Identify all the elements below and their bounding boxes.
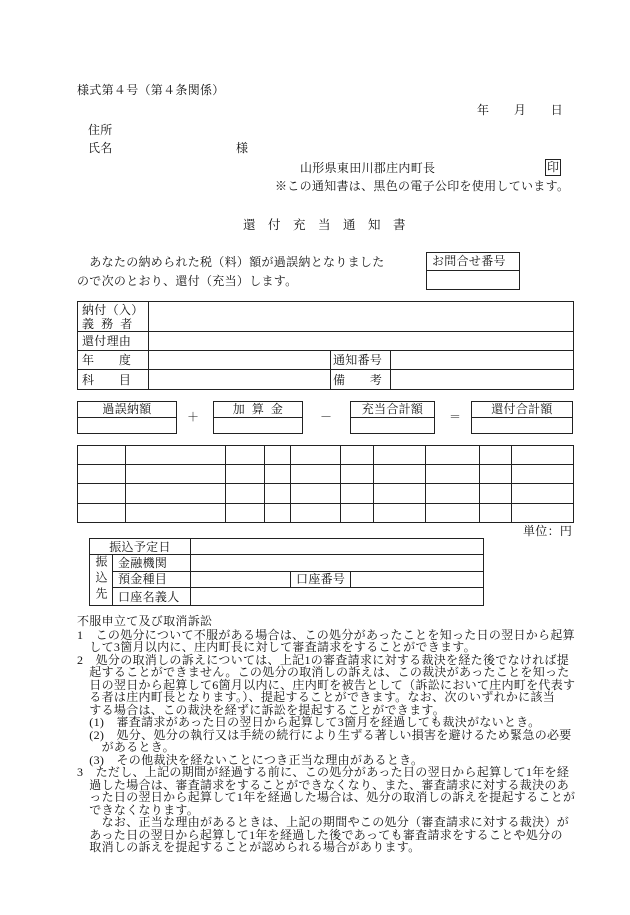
minus-sign: － — [320, 410, 333, 424]
document-title: 還 付 充 当 通 知 書 — [243, 218, 406, 232]
appeal-line: 日の翌日から起算して6箇月以内に、庄内町を被告として（訴訟において庄内町を代表す — [77, 677, 576, 692]
amount-grid-cell — [480, 465, 512, 484]
account-holder-label: 口座名義人 — [113, 588, 191, 606]
account-holder-value — [191, 588, 484, 606]
transfer-table — [89, 538, 484, 606]
honorific: 様 — [236, 141, 249, 155]
intro-line: あなたの納められた税（料）額が過誤納となりました — [77, 255, 385, 269]
amount-grid-cell — [226, 504, 265, 523]
overpaid-amount-box — [77, 401, 177, 434]
amount-grid-cell — [426, 504, 480, 523]
obligor-row — [78, 302, 574, 332]
appeal-line: できなくなります。 — [77, 802, 200, 817]
applied-total-box — [350, 401, 435, 434]
appeal-line: あった日の翌日から起算して1年を経過した後であっても審査請求をすることや処分の — [77, 827, 563, 842]
item-value — [149, 370, 331, 390]
scheduled-date-label: 振込予定日 — [90, 539, 191, 555]
amount-grid-cell — [126, 484, 226, 504]
account-number-label: 口座番号 — [291, 571, 351, 588]
amount-grid-cell — [512, 504, 574, 523]
amount-grid-cell — [480, 504, 512, 523]
fiscal-year-row — [78, 351, 574, 370]
amount-grid-cell — [126, 446, 226, 465]
additional-amount-box — [213, 401, 303, 434]
amount-grid-cell — [291, 484, 341, 504]
amount-grid-cell — [341, 446, 374, 465]
details-table — [77, 301, 574, 390]
amount-grid-cell — [426, 465, 480, 484]
remarks-value — [391, 370, 574, 390]
amount-grid-cell — [341, 504, 374, 523]
appeal-line: して3箇月以内に、庄内町長に対して審査請求をすることができます。 — [77, 640, 476, 655]
account-number-value — [351, 571, 484, 588]
appeal-body — [77, 629, 575, 853]
amount-grid-cell — [480, 484, 512, 504]
seal-stamp: 印 — [546, 160, 559, 174]
refund-total-label: 還付合計額 — [472, 402, 572, 418]
amount-grid-cell — [126, 504, 226, 523]
refund-total-box — [471, 401, 573, 434]
amount-grid-cell — [126, 465, 226, 484]
inquiry-number-box — [426, 252, 520, 290]
amount-grid-cell — [374, 465, 426, 484]
date-line: 年 月 日 — [477, 103, 564, 117]
destination-label: 振込先 — [94, 555, 108, 603]
appeal-line: る者は庄内町長となります。）、提起することができます。なお、次のいずれかに該当 — [77, 690, 556, 705]
intro-line: ので次のとおり、還付（充当）します。 — [77, 274, 298, 288]
appeal-line: った日の翌日から起算して1年を経過した場合は、処分の取消しの訴えを提起することが — [77, 790, 576, 805]
obligor-value — [149, 302, 574, 332]
obligor-label — [78, 302, 149, 332]
amount-grid-cell — [291, 446, 341, 465]
form-number: 様式第４号（第４条関係） — [77, 83, 225, 97]
refund-reason-label: 還付理由 — [78, 332, 149, 351]
amount-grid-cell — [291, 465, 341, 484]
appeal-line: する場合は、この裁決を経ずに訴訟を提起することができます。 — [77, 702, 446, 717]
amount-grid-cell — [512, 484, 574, 504]
refund-total-value — [472, 418, 572, 433]
amount-grid-cell — [426, 446, 480, 465]
amount-grid-cell — [341, 465, 374, 484]
appeal-line: 取消しの訴えを提起することが認められる場合があります。 — [77, 839, 421, 854]
amount-grid-row — [78, 504, 574, 523]
appeal-line: 起することができません。この処分の取消しの訴えは、この裁決があったことを知った — [77, 665, 570, 680]
amount-grid-cell — [374, 484, 426, 504]
account-type-row — [90, 571, 484, 588]
account-holder-row — [90, 588, 484, 606]
obligor-label-line1: 納付（入） — [82, 302, 144, 317]
scheduled-date-row — [90, 539, 484, 555]
name-label: 氏名 — [88, 141, 113, 155]
overpaid-amount-value — [78, 418, 176, 433]
appeal-line: (2) 処分、処分の執行又は手続の続行により生ずる著しい損害を避けるため緊急の必要 — [77, 727, 572, 742]
appeal-line: があるとき。 — [77, 740, 175, 755]
unit-label: 単位：円 — [523, 524, 573, 538]
amount-grid-cell — [265, 504, 291, 523]
address-label: 住所 — [88, 123, 113, 137]
amount-grid-cell — [374, 446, 426, 465]
plus-sign: ＋ — [187, 410, 200, 424]
amount-grid-cell — [265, 484, 291, 504]
refund-reason-row — [78, 332, 574, 351]
fiscal-year-value — [149, 351, 331, 370]
refund-reason-value — [149, 332, 574, 351]
notice-number-label: 通知番号 — [331, 351, 391, 370]
amount-grid-cell — [78, 446, 126, 465]
additional-amount-value — [214, 418, 302, 433]
appeal-line: (1) 審査請求があった日の翌日から起算して3箇月を経過しても裁決がないとき。 — [77, 715, 541, 730]
amount-grid-cell — [512, 465, 574, 484]
scheduled-date-value — [191, 539, 484, 555]
amount-grid-cell — [78, 484, 126, 504]
issuer-name: 山形県東田川郡庄内町長 — [300, 161, 436, 175]
amount-grid-cell — [78, 465, 126, 484]
item-label: 科 目 — [78, 370, 149, 390]
bank-label: 金融機関 — [113, 555, 191, 572]
applied-total-label: 充当合計額 — [351, 402, 434, 418]
appeal-heading: 不服申立て及び取消訴訟 — [77, 614, 213, 628]
appeal-line: 1 この処分について不服がある場合は、この処分があったことを知った日の翌日から起算 — [77, 628, 575, 642]
amount-grid-cell — [226, 465, 265, 484]
appeal-line: 3 ただし、上記の期間が経過する前に、この処分があった日の翌日から起算して1年を経 — [77, 765, 570, 780]
appeal-line: 2 処分の取消しの訴えについては、上記1の審査請求に対する裁決を経た後でなければ提 — [77, 652, 570, 667]
additional-amount-label: 加 算 金 — [214, 402, 302, 418]
amount-grid-row — [78, 446, 574, 465]
bank-row — [90, 555, 484, 572]
amount-grid-cell — [512, 446, 574, 465]
amount-grid-cell — [374, 504, 426, 523]
fiscal-year-label: 年 度 — [78, 351, 149, 370]
amount-grid — [77, 445, 574, 523]
bank-value — [191, 555, 484, 572]
amount-grid-cell — [265, 446, 291, 465]
notice-number-value — [391, 351, 574, 370]
account-type-label: 預金種目 — [113, 571, 191, 588]
amount-grid-cell — [226, 446, 265, 465]
amount-grid-cell — [265, 465, 291, 484]
applied-total-value — [351, 418, 434, 433]
inquiry-number-label: お問合せ番号 — [427, 253, 519, 271]
obligor-label-line2: 義 務 者 — [82, 316, 133, 331]
appeal-line: 過した場合は、審査請求をすることができなくなり、また、審査請求に対する裁決のあ — [77, 777, 570, 792]
equals-sign: ＝ — [449, 410, 462, 424]
amount-grid-cell — [480, 446, 512, 465]
appeal-line: (3) その他裁決を経ないことにつき正当な理由があるとき。 — [77, 752, 424, 767]
remarks-label: 備 考 — [331, 370, 391, 390]
amount-grid-cell — [341, 484, 374, 504]
item-row — [78, 370, 574, 390]
amount-grid-cell — [78, 504, 126, 523]
amount-grid-cell — [426, 484, 480, 504]
account-type-value — [191, 571, 291, 588]
amount-grid-row — [78, 484, 574, 504]
amount-grid-row — [78, 465, 574, 484]
amount-grid-cell — [226, 484, 265, 504]
amount-grid-cell — [291, 504, 341, 523]
appeal-line: なお、正当な理由があるときは、上記の期間やこの処分（審査請求に対する裁決）が — [77, 815, 570, 830]
overpaid-amount-label: 過誤納額 — [78, 402, 176, 418]
seal-note: ※この通知書は、黒色の電子公印を使用しています。 — [275, 179, 570, 193]
destination-cell — [90, 555, 113, 606]
